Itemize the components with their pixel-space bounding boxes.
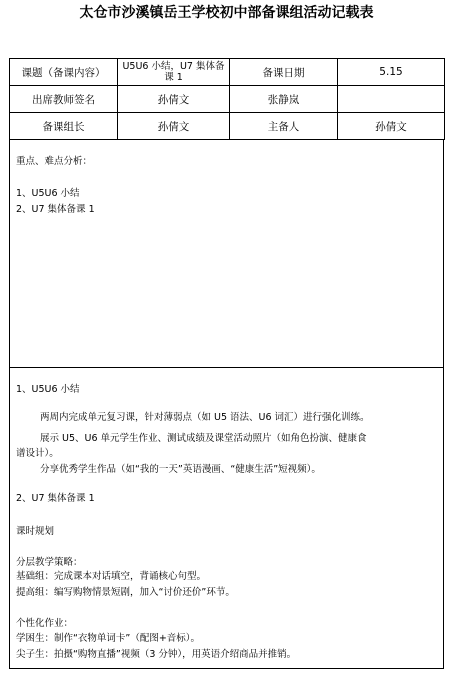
homework-top: 尖子生：拍摄“购物直播”视频（3 分钟），用英语介绍商品并推销。 xyxy=(16,649,297,660)
table-row xyxy=(10,113,445,140)
plan-paragraph: 两周内完成单元复习课，针对薄弱点（如 U5 语法、U6 词汇）进行强化训练。 xyxy=(40,412,370,423)
strategy-basic: 基础组：完成课本对话填空，背诵核心句型。 xyxy=(16,571,207,582)
value-lead-preparer: 孙倩文 xyxy=(338,113,445,140)
value-topic: U5U6 小结，U7 集体备课 1 xyxy=(118,59,230,86)
attendee-1: 孙倩文 xyxy=(118,86,230,113)
label-date: 备课日期 xyxy=(230,59,338,86)
analysis-item: 2、U7 集体备课 1 xyxy=(16,204,95,215)
schedule-label: 课时规划 xyxy=(16,526,55,537)
info-table xyxy=(9,58,445,140)
analysis-item: 1、U5U6 小结 xyxy=(16,188,80,199)
analysis-heading: 重点、难点分析： xyxy=(16,156,93,167)
document-title: 太仓市沙溪镇岳王学校初中部备课组活动记载表 xyxy=(79,5,374,21)
value-group-leader: 孙倩文 xyxy=(118,113,230,140)
strategy-title: 分层教学策略： xyxy=(16,557,83,568)
label-attendees: 出席教师签名 xyxy=(10,86,118,113)
plan-paragraph-continued: 谱设计）。 xyxy=(16,448,59,459)
table-row xyxy=(10,86,445,113)
homework-struggling: 学困生：制作“衣物单词卡”（配图+音标）。 xyxy=(16,633,201,644)
label-group-leader: 备课组长 xyxy=(10,113,118,140)
section-title: 1、U5U6 小结 xyxy=(16,384,80,395)
plan-section xyxy=(9,367,444,669)
attendee-2: 张静岚 xyxy=(230,86,338,113)
attendee-3 xyxy=(338,86,445,113)
analysis-section xyxy=(9,140,444,368)
table-row xyxy=(10,59,445,86)
strategy-advanced: 提高组：编写购物情景短剧，加入“讨价还价”环节。 xyxy=(16,587,235,598)
plan-paragraph: 展示 U5、U6 单元学生作业、测试成绩及课堂活动照片（如角色扮演、健康食 xyxy=(40,433,367,444)
section-title: 2、U7 集体备课 1 xyxy=(16,493,95,504)
value-date: 5.15 xyxy=(338,59,445,86)
plan-paragraph: 分享优秀学生作品（如“我的一天”英语漫画、“健康生活”短视频）。 xyxy=(40,464,321,475)
label-lead-preparer: 主备人 xyxy=(230,113,338,140)
homework-title: 个性化作业： xyxy=(16,618,74,629)
label-topic: 课题（备课内容） xyxy=(10,59,118,86)
